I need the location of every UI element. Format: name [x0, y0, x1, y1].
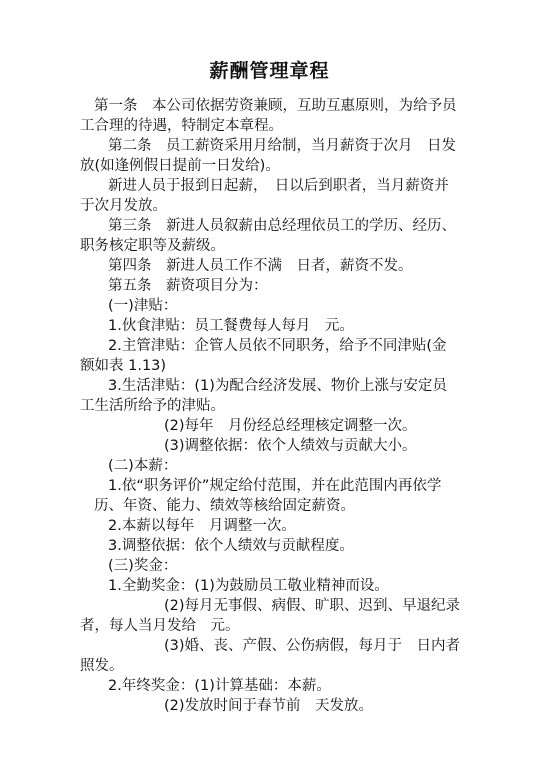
body-line: (2)每月无事假、病假、旷职、迟到、早退纪录	[164, 598, 461, 614]
body-line: (2)每年 月份经总经理核定调整一次。	[164, 418, 417, 434]
body-line: (三)奖金：	[108, 558, 178, 574]
body-line: 3.生活津贴：(1)为配合经济发展、物价上涨与安定员	[108, 378, 447, 394]
body-line: 新进人员于报到日起薪， 日以后到职者，当月薪资并	[108, 178, 449, 194]
document-title: 薪酬管理章程	[209, 60, 330, 82]
body-line: (3)调整依据：依个人绩效与贡献大小。	[164, 438, 417, 454]
body-line: 1.伙食津贴：员工餐费每人每月 元。	[108, 318, 354, 334]
body-line: (二)本薪：	[108, 458, 178, 474]
body-line: 第五条 薪资项目分为：	[108, 278, 268, 294]
body-line: 放(如逢例假日提前一日发给)。	[80, 158, 280, 174]
body-line: 2.本薪以每年 月调整一次。	[108, 518, 296, 534]
body-line: 第二条 员工薪资采用月给制，当月薪资于次月 日发	[108, 138, 456, 154]
body-line: 第三条 新进人员叙薪由总经理依员工的学历、经历、	[108, 218, 456, 234]
body-line: 第四条 新进人员工作不满 日者，薪资不发。	[108, 258, 413, 274]
body-line: (一)津贴：	[108, 298, 178, 314]
body-line: 2.主管津贴：企管人员依不同职务，给予不同津贴(金	[108, 338, 447, 354]
body-line: 额如表 1.13)	[80, 358, 167, 374]
body-line: 者，每人当月发给 元。	[80, 618, 240, 634]
body-line: 2.年终奖金：(1)计算基础：本薪。	[108, 678, 331, 694]
body-line: 工生活所给予的津贴。	[80, 398, 225, 414]
body-line: 照发。	[80, 658, 124, 674]
body-line: 1.依“职务评价”规定给付范围，并在此范围内再依学	[108, 478, 442, 494]
body-line: 3.调整依据：依个人绩效与贡献程度。	[108, 538, 354, 554]
body-line: 工合理的待遇，特制定本章程。	[80, 118, 283, 134]
body-line: 1.全勤奖金：(1)为鼓励员工敬业精神而设。	[108, 578, 389, 594]
body-line: 第一条 本公司依据劳资兼顾，互助互惠原则，为给予员	[94, 98, 457, 114]
body-line: 历、年资、能力、绩效等核给固定薪资。	[94, 498, 355, 514]
body-line: (3)婚、丧、产假、公伤病假，每月于 日内者	[164, 638, 461, 654]
body-line: 于次月发放。	[80, 198, 167, 214]
body-line: (2)发放时间于春节前 天发放。	[164, 698, 374, 714]
body-line: 职务核定职等及薪级。	[80, 238, 225, 254]
